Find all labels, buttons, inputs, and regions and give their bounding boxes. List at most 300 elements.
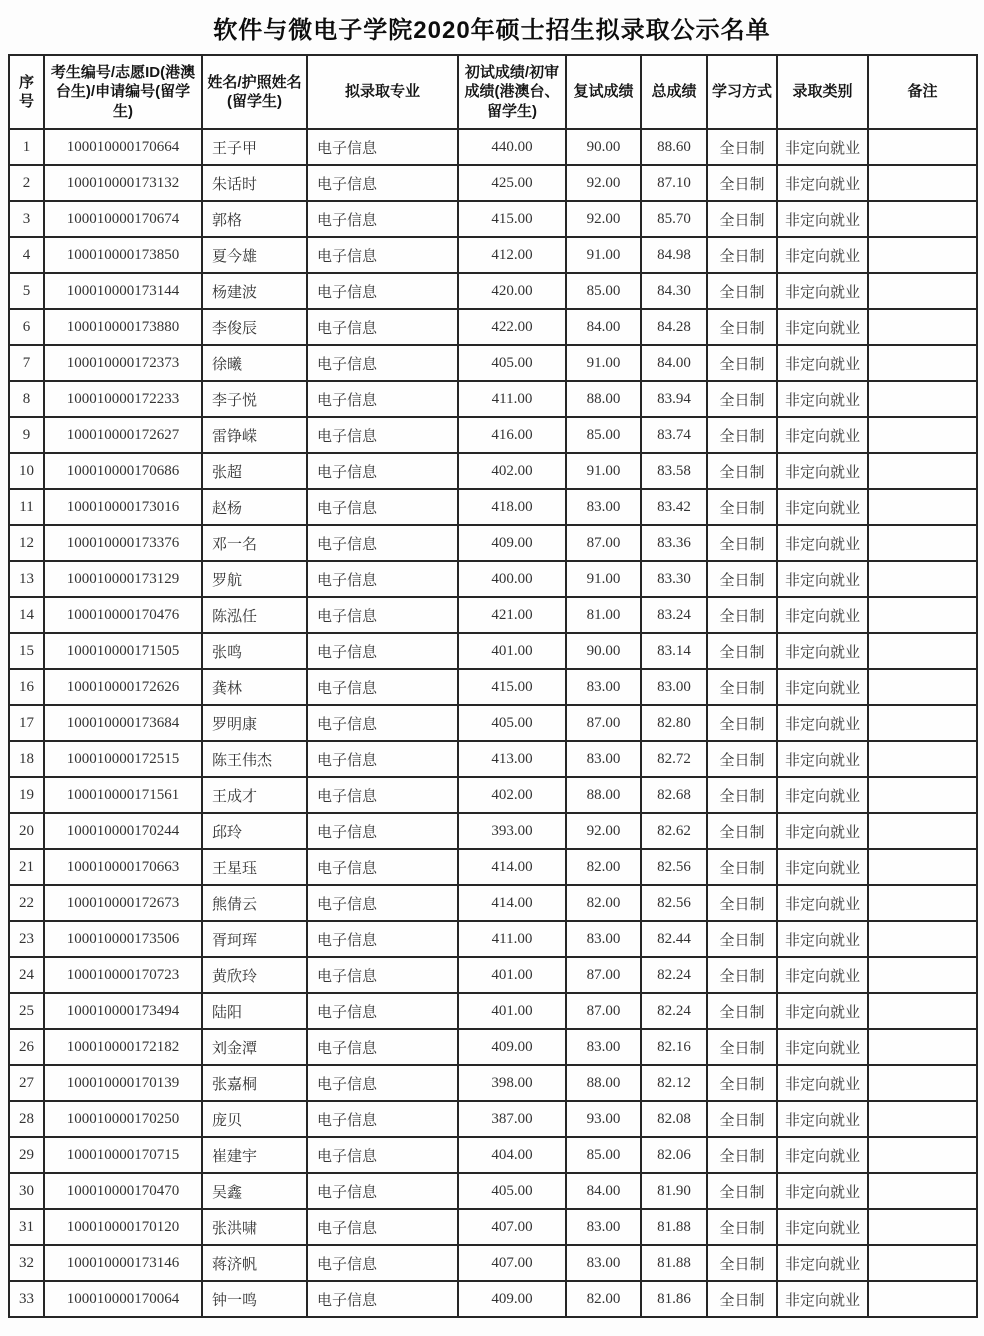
cell-no: 8 <box>9 381 44 417</box>
cell-total_score: 82.56 <box>641 885 707 921</box>
cell-initial_score: 407.00 <box>458 1209 566 1245</box>
cell-admission_category: 非定向就业 <box>777 165 868 201</box>
cell-total_score: 85.70 <box>641 201 707 237</box>
table-row <box>9 813 977 849</box>
cell-total_score: 83.74 <box>641 417 707 453</box>
cell-study_mode: 全日制 <box>707 1029 777 1065</box>
cell-no: 13 <box>9 561 44 597</box>
cell-admission_category: 非定向就业 <box>777 777 868 813</box>
cell-remark <box>868 165 977 201</box>
cell-major: 电子信息 <box>307 1137 458 1173</box>
cell-major: 电子信息 <box>307 309 458 345</box>
cell-total_score: 83.00 <box>641 669 707 705</box>
cell-major: 电子信息 <box>307 129 458 165</box>
cell-id: 100010000173376 <box>44 525 202 561</box>
cell-name: 朱话时 <box>202 165 307 201</box>
cell-initial_score: 411.00 <box>458 381 566 417</box>
cell-name: 罗航 <box>202 561 307 597</box>
table-row <box>9 525 977 561</box>
cell-no: 20 <box>9 813 44 849</box>
cell-no: 5 <box>9 273 44 309</box>
cell-major: 电子信息 <box>307 993 458 1029</box>
cell-remark <box>868 777 977 813</box>
cell-name: 张洪啸 <box>202 1209 307 1245</box>
column-header-total_score: 总成绩 <box>641 55 707 129</box>
cell-total_score: 84.30 <box>641 273 707 309</box>
cell-total_score: 87.10 <box>641 165 707 201</box>
cell-admission_category: 非定向就业 <box>777 813 868 849</box>
cell-name: 郭格 <box>202 201 307 237</box>
cell-study_mode: 全日制 <box>707 525 777 561</box>
cell-remark <box>868 381 977 417</box>
cell-major: 电子信息 <box>307 1173 458 1209</box>
cell-major: 电子信息 <box>307 237 458 273</box>
cell-no: 23 <box>9 921 44 957</box>
page-title: 软件与微电子学院2020年硕士招生拟录取公示名单 <box>213 17 771 44</box>
cell-admission_category: 非定向就业 <box>777 1281 868 1317</box>
cell-no: 30 <box>9 1173 44 1209</box>
cell-retest_score: 87.00 <box>566 957 641 993</box>
table-row <box>9 633 977 669</box>
cell-no: 14 <box>9 597 44 633</box>
cell-initial_score: 422.00 <box>458 309 566 345</box>
cell-admission_category: 非定向就业 <box>777 129 868 165</box>
cell-remark <box>868 741 977 777</box>
table-row <box>9 1281 977 1317</box>
cell-retest_score: 91.00 <box>566 237 641 273</box>
cell-id: 100010000172233 <box>44 381 202 417</box>
cell-remark <box>868 1029 977 1065</box>
cell-name: 张嘉桐 <box>202 1065 307 1101</box>
cell-id: 100010000173016 <box>44 489 202 525</box>
cell-no: 2 <box>9 165 44 201</box>
cell-no: 32 <box>9 1245 44 1281</box>
cell-retest_score: 84.00 <box>566 1173 641 1209</box>
cell-name: 崔建宇 <box>202 1137 307 1173</box>
cell-initial_score: 421.00 <box>458 597 566 633</box>
cell-name: 徐曦 <box>202 345 307 381</box>
cell-name: 雷铮嵘 <box>202 417 307 453</box>
table-row <box>9 1065 977 1101</box>
cell-admission_category: 非定向就业 <box>777 633 868 669</box>
cell-retest_score: 91.00 <box>566 453 641 489</box>
cell-name: 李子悦 <box>202 381 307 417</box>
cell-id: 100010000170470 <box>44 1173 202 1209</box>
cell-no: 4 <box>9 237 44 273</box>
cell-initial_score: 414.00 <box>458 885 566 921</box>
cell-admission_category: 非定向就业 <box>777 1173 868 1209</box>
cell-total_score: 81.86 <box>641 1281 707 1317</box>
cell-major: 电子信息 <box>307 1209 458 1245</box>
cell-major: 电子信息 <box>307 813 458 849</box>
cell-id: 100010000170686 <box>44 453 202 489</box>
cell-admission_category: 非定向就业 <box>777 273 868 309</box>
cell-total_score: 83.58 <box>641 453 707 489</box>
table-row <box>9 705 977 741</box>
cell-retest_score: 91.00 <box>566 561 641 597</box>
cell-id: 100010000172673 <box>44 885 202 921</box>
cell-id: 100010000170244 <box>44 813 202 849</box>
cell-major: 电子信息 <box>307 273 458 309</box>
cell-name: 李俊辰 <box>202 309 307 345</box>
cell-admission_category: 非定向就业 <box>777 525 868 561</box>
table-row <box>9 165 977 201</box>
cell-study_mode: 全日制 <box>707 345 777 381</box>
cell-total_score: 82.12 <box>641 1065 707 1101</box>
table-row <box>9 777 977 813</box>
cell-retest_score: 90.00 <box>566 633 641 669</box>
cell-total_score: 82.24 <box>641 957 707 993</box>
cell-no: 31 <box>9 1209 44 1245</box>
table-body <box>9 129 977 1317</box>
cell-name: 邱玲 <box>202 813 307 849</box>
cell-study_mode: 全日制 <box>707 237 777 273</box>
cell-no: 28 <box>9 1101 44 1137</box>
cell-major: 电子信息 <box>307 849 458 885</box>
cell-no: 26 <box>9 1029 44 1065</box>
cell-total_score: 82.44 <box>641 921 707 957</box>
cell-total_score: 82.06 <box>641 1137 707 1173</box>
cell-total_score: 82.62 <box>641 813 707 849</box>
column-header-name: 姓名/护照姓名(留学生) <box>202 55 307 129</box>
cell-study_mode: 全日制 <box>707 561 777 597</box>
cell-remark <box>868 1209 977 1245</box>
cell-name: 张超 <box>202 453 307 489</box>
cell-study_mode: 全日制 <box>707 165 777 201</box>
cell-total_score: 83.30 <box>641 561 707 597</box>
cell-admission_category: 非定向就业 <box>777 741 868 777</box>
cell-study_mode: 全日制 <box>707 741 777 777</box>
cell-total_score: 81.88 <box>641 1245 707 1281</box>
cell-remark <box>868 849 977 885</box>
cell-major: 电子信息 <box>307 741 458 777</box>
cell-major: 电子信息 <box>307 1245 458 1281</box>
table-row <box>9 1209 977 1245</box>
cell-initial_score: 411.00 <box>458 921 566 957</box>
cell-remark <box>868 525 977 561</box>
cell-no: 24 <box>9 957 44 993</box>
cell-id: 100010000170250 <box>44 1101 202 1137</box>
cell-total_score: 84.98 <box>641 237 707 273</box>
cell-retest_score: 83.00 <box>566 1209 641 1245</box>
cell-remark <box>868 201 977 237</box>
cell-retest_score: 81.00 <box>566 597 641 633</box>
table-row <box>9 345 977 381</box>
table-row <box>9 201 977 237</box>
cell-retest_score: 82.00 <box>566 849 641 885</box>
cell-total_score: 82.56 <box>641 849 707 885</box>
cell-id: 100010000171505 <box>44 633 202 669</box>
table-row <box>9 273 977 309</box>
cell-name: 陆阳 <box>202 993 307 1029</box>
cell-total_score: 83.94 <box>641 381 707 417</box>
cell-no: 17 <box>9 705 44 741</box>
cell-total_score: 82.08 <box>641 1101 707 1137</box>
cell-initial_score: 402.00 <box>458 777 566 813</box>
table-row <box>9 489 977 525</box>
table-row <box>9 1137 977 1173</box>
column-header-retest_score: 复试成绩 <box>566 55 641 129</box>
cell-id: 100010000170723 <box>44 957 202 993</box>
table-row <box>9 237 977 273</box>
cell-total_score: 83.14 <box>641 633 707 669</box>
cell-initial_score: 402.00 <box>458 453 566 489</box>
cell-remark <box>868 345 977 381</box>
cell-study_mode: 全日制 <box>707 201 777 237</box>
cell-remark <box>868 633 977 669</box>
cell-study_mode: 全日制 <box>707 273 777 309</box>
cell-retest_score: 84.00 <box>566 309 641 345</box>
table-row <box>9 381 977 417</box>
cell-initial_score: 409.00 <box>458 1281 566 1317</box>
cell-name: 龚林 <box>202 669 307 705</box>
cell-admission_category: 非定向就业 <box>777 1065 868 1101</box>
cell-study_mode: 全日制 <box>707 1137 777 1173</box>
cell-study_mode: 全日制 <box>707 381 777 417</box>
cell-id: 100010000170663 <box>44 849 202 885</box>
cell-remark <box>868 237 977 273</box>
cell-major: 电子信息 <box>307 453 458 489</box>
header-row <box>9 55 977 129</box>
cell-id: 100010000172626 <box>44 669 202 705</box>
cell-remark <box>868 1173 977 1209</box>
cell-name: 陈王伟杰 <box>202 741 307 777</box>
cell-study_mode: 全日制 <box>707 129 777 165</box>
cell-admission_category: 非定向就业 <box>777 309 868 345</box>
cell-major: 电子信息 <box>307 489 458 525</box>
cell-name: 刘金潭 <box>202 1029 307 1065</box>
cell-retest_score: 83.00 <box>566 921 641 957</box>
cell-no: 3 <box>9 201 44 237</box>
cell-name: 罗明康 <box>202 705 307 741</box>
cell-remark <box>868 669 977 705</box>
table-header <box>9 55 977 129</box>
cell-study_mode: 全日制 <box>707 777 777 813</box>
cell-id: 100010000170064 <box>44 1281 202 1317</box>
cell-initial_score: 416.00 <box>458 417 566 453</box>
cell-initial_score: 405.00 <box>458 345 566 381</box>
cell-remark <box>868 885 977 921</box>
cell-initial_score: 387.00 <box>458 1101 566 1137</box>
cell-id: 100010000170139 <box>44 1065 202 1101</box>
cell-major: 电子信息 <box>307 597 458 633</box>
cell-admission_category: 非定向就业 <box>777 345 868 381</box>
cell-retest_score: 87.00 <box>566 525 641 561</box>
cell-admission_category: 非定向就业 <box>777 669 868 705</box>
cell-no: 6 <box>9 309 44 345</box>
column-header-study_mode: 学习方式 <box>707 55 777 129</box>
cell-study_mode: 全日制 <box>707 417 777 453</box>
cell-initial_score: 413.00 <box>458 741 566 777</box>
cell-id: 100010000171561 <box>44 777 202 813</box>
cell-admission_category: 非定向就业 <box>777 957 868 993</box>
table-row <box>9 669 977 705</box>
table-row <box>9 1101 977 1137</box>
cell-admission_category: 非定向就业 <box>777 453 868 489</box>
cell-major: 电子信息 <box>307 777 458 813</box>
cell-admission_category: 非定向就业 <box>777 1101 868 1137</box>
cell-major: 电子信息 <box>307 561 458 597</box>
cell-no: 15 <box>9 633 44 669</box>
cell-name: 陈泓任 <box>202 597 307 633</box>
cell-remark <box>868 417 977 453</box>
cell-name: 杨建波 <box>202 273 307 309</box>
cell-study_mode: 全日制 <box>707 993 777 1029</box>
cell-initial_score: 407.00 <box>458 1245 566 1281</box>
table-row <box>9 849 977 885</box>
cell-retest_score: 83.00 <box>566 1029 641 1065</box>
cell-initial_score: 409.00 <box>458 525 566 561</box>
cell-retest_score: 87.00 <box>566 993 641 1029</box>
table-row <box>9 957 977 993</box>
column-header-id: 考生编号/志愿ID(港澳台生)/申请编号(留学生) <box>44 55 202 129</box>
cell-admission_category: 非定向就业 <box>777 1137 868 1173</box>
cell-remark <box>868 309 977 345</box>
cell-initial_score: 412.00 <box>458 237 566 273</box>
cell-id: 100010000173684 <box>44 705 202 741</box>
cell-remark <box>868 921 977 957</box>
cell-total_score: 81.90 <box>641 1173 707 1209</box>
cell-remark <box>868 1101 977 1137</box>
table-row <box>9 129 977 165</box>
cell-initial_score: 400.00 <box>458 561 566 597</box>
cell-admission_category: 非定向就业 <box>777 1245 868 1281</box>
cell-admission_category: 非定向就业 <box>777 201 868 237</box>
cell-study_mode: 全日制 <box>707 705 777 741</box>
cell-major: 电子信息 <box>307 201 458 237</box>
cell-id: 100010000173494 <box>44 993 202 1029</box>
cell-no: 16 <box>9 669 44 705</box>
cell-admission_category: 非定向就业 <box>777 381 868 417</box>
cell-admission_category: 非定向就业 <box>777 1209 868 1245</box>
cell-total_score: 83.42 <box>641 489 707 525</box>
cell-total_score: 82.16 <box>641 1029 707 1065</box>
cell-major: 电子信息 <box>307 957 458 993</box>
cell-remark <box>868 957 977 993</box>
cell-admission_category: 非定向就业 <box>777 489 868 525</box>
cell-initial_score: 401.00 <box>458 957 566 993</box>
cell-retest_score: 85.00 <box>566 273 641 309</box>
cell-initial_score: 398.00 <box>458 1065 566 1101</box>
cell-initial_score: 425.00 <box>458 165 566 201</box>
cell-retest_score: 82.00 <box>566 885 641 921</box>
cell-remark <box>868 273 977 309</box>
cell-initial_score: 393.00 <box>458 813 566 849</box>
cell-retest_score: 88.00 <box>566 777 641 813</box>
cell-retest_score: 92.00 <box>566 813 641 849</box>
cell-id: 100010000170476 <box>44 597 202 633</box>
cell-major: 电子信息 <box>307 1281 458 1317</box>
cell-retest_score: 92.00 <box>566 201 641 237</box>
cell-retest_score: 93.00 <box>566 1101 641 1137</box>
cell-name: 钟一鸣 <box>202 1281 307 1317</box>
cell-remark <box>868 1245 977 1281</box>
cell-total_score: 88.60 <box>641 129 707 165</box>
cell-major: 电子信息 <box>307 669 458 705</box>
table-row <box>9 597 977 633</box>
cell-admission_category: 非定向就业 <box>777 705 868 741</box>
table-row <box>9 1245 977 1281</box>
cell-initial_score: 420.00 <box>458 273 566 309</box>
cell-major: 电子信息 <box>307 1065 458 1101</box>
cell-name: 邓一名 <box>202 525 307 561</box>
cell-study_mode: 全日制 <box>707 885 777 921</box>
cell-remark <box>868 1281 977 1317</box>
cell-retest_score: 85.00 <box>566 1137 641 1173</box>
cell-study_mode: 全日制 <box>707 813 777 849</box>
cell-study_mode: 全日制 <box>707 921 777 957</box>
table-row <box>9 885 977 921</box>
column-header-remark: 备注 <box>868 55 977 129</box>
column-header-admission_category: 录取类别 <box>777 55 868 129</box>
cell-id: 100010000170664 <box>44 129 202 165</box>
cell-id: 100010000172627 <box>44 417 202 453</box>
cell-major: 电子信息 <box>307 705 458 741</box>
cell-major: 电子信息 <box>307 1029 458 1065</box>
cell-no: 33 <box>9 1281 44 1317</box>
cell-no: 19 <box>9 777 44 813</box>
cell-no: 7 <box>9 345 44 381</box>
cell-study_mode: 全日制 <box>707 957 777 993</box>
cell-name: 黄欣玲 <box>202 957 307 993</box>
cell-remark <box>868 813 977 849</box>
cell-id: 100010000173146 <box>44 1245 202 1281</box>
cell-id: 100010000173880 <box>44 309 202 345</box>
table-row <box>9 1029 977 1065</box>
cell-name: 胥珂珲 <box>202 921 307 957</box>
cell-name: 蒋济帆 <box>202 1245 307 1281</box>
cell-no: 27 <box>9 1065 44 1101</box>
cell-name: 王子甲 <box>202 129 307 165</box>
cell-retest_score: 92.00 <box>566 165 641 201</box>
cell-name: 张鸣 <box>202 633 307 669</box>
cell-major: 电子信息 <box>307 885 458 921</box>
cell-remark <box>868 705 977 741</box>
cell-major: 电子信息 <box>307 165 458 201</box>
cell-major: 电子信息 <box>307 381 458 417</box>
cell-total_score: 83.24 <box>641 597 707 633</box>
cell-admission_category: 非定向就业 <box>777 597 868 633</box>
cell-initial_score: 414.00 <box>458 849 566 885</box>
cell-initial_score: 405.00 <box>458 1173 566 1209</box>
cell-id: 100010000173129 <box>44 561 202 597</box>
cell-major: 电子信息 <box>307 1101 458 1137</box>
cell-study_mode: 全日制 <box>707 1209 777 1245</box>
cell-no: 29 <box>9 1137 44 1173</box>
cell-no: 9 <box>9 417 44 453</box>
table-row <box>9 417 977 453</box>
cell-remark <box>868 453 977 489</box>
cell-retest_score: 83.00 <box>566 741 641 777</box>
cell-id: 100010000173850 <box>44 237 202 273</box>
cell-retest_score: 83.00 <box>566 1245 641 1281</box>
cell-total_score: 82.68 <box>641 777 707 813</box>
cell-admission_category: 非定向就业 <box>777 417 868 453</box>
cell-major: 电子信息 <box>307 633 458 669</box>
table-row <box>9 921 977 957</box>
cell-name: 王成才 <box>202 777 307 813</box>
cell-initial_score: 401.00 <box>458 633 566 669</box>
cell-remark <box>868 1065 977 1101</box>
cell-remark <box>868 597 977 633</box>
cell-no: 25 <box>9 993 44 1029</box>
cell-retest_score: 83.00 <box>566 489 641 525</box>
cell-initial_score: 404.00 <box>458 1137 566 1173</box>
cell-total_score: 82.72 <box>641 741 707 777</box>
cell-admission_category: 非定向就业 <box>777 1029 868 1065</box>
column-header-major: 拟录取专业 <box>307 55 458 129</box>
table-row <box>9 741 977 777</box>
